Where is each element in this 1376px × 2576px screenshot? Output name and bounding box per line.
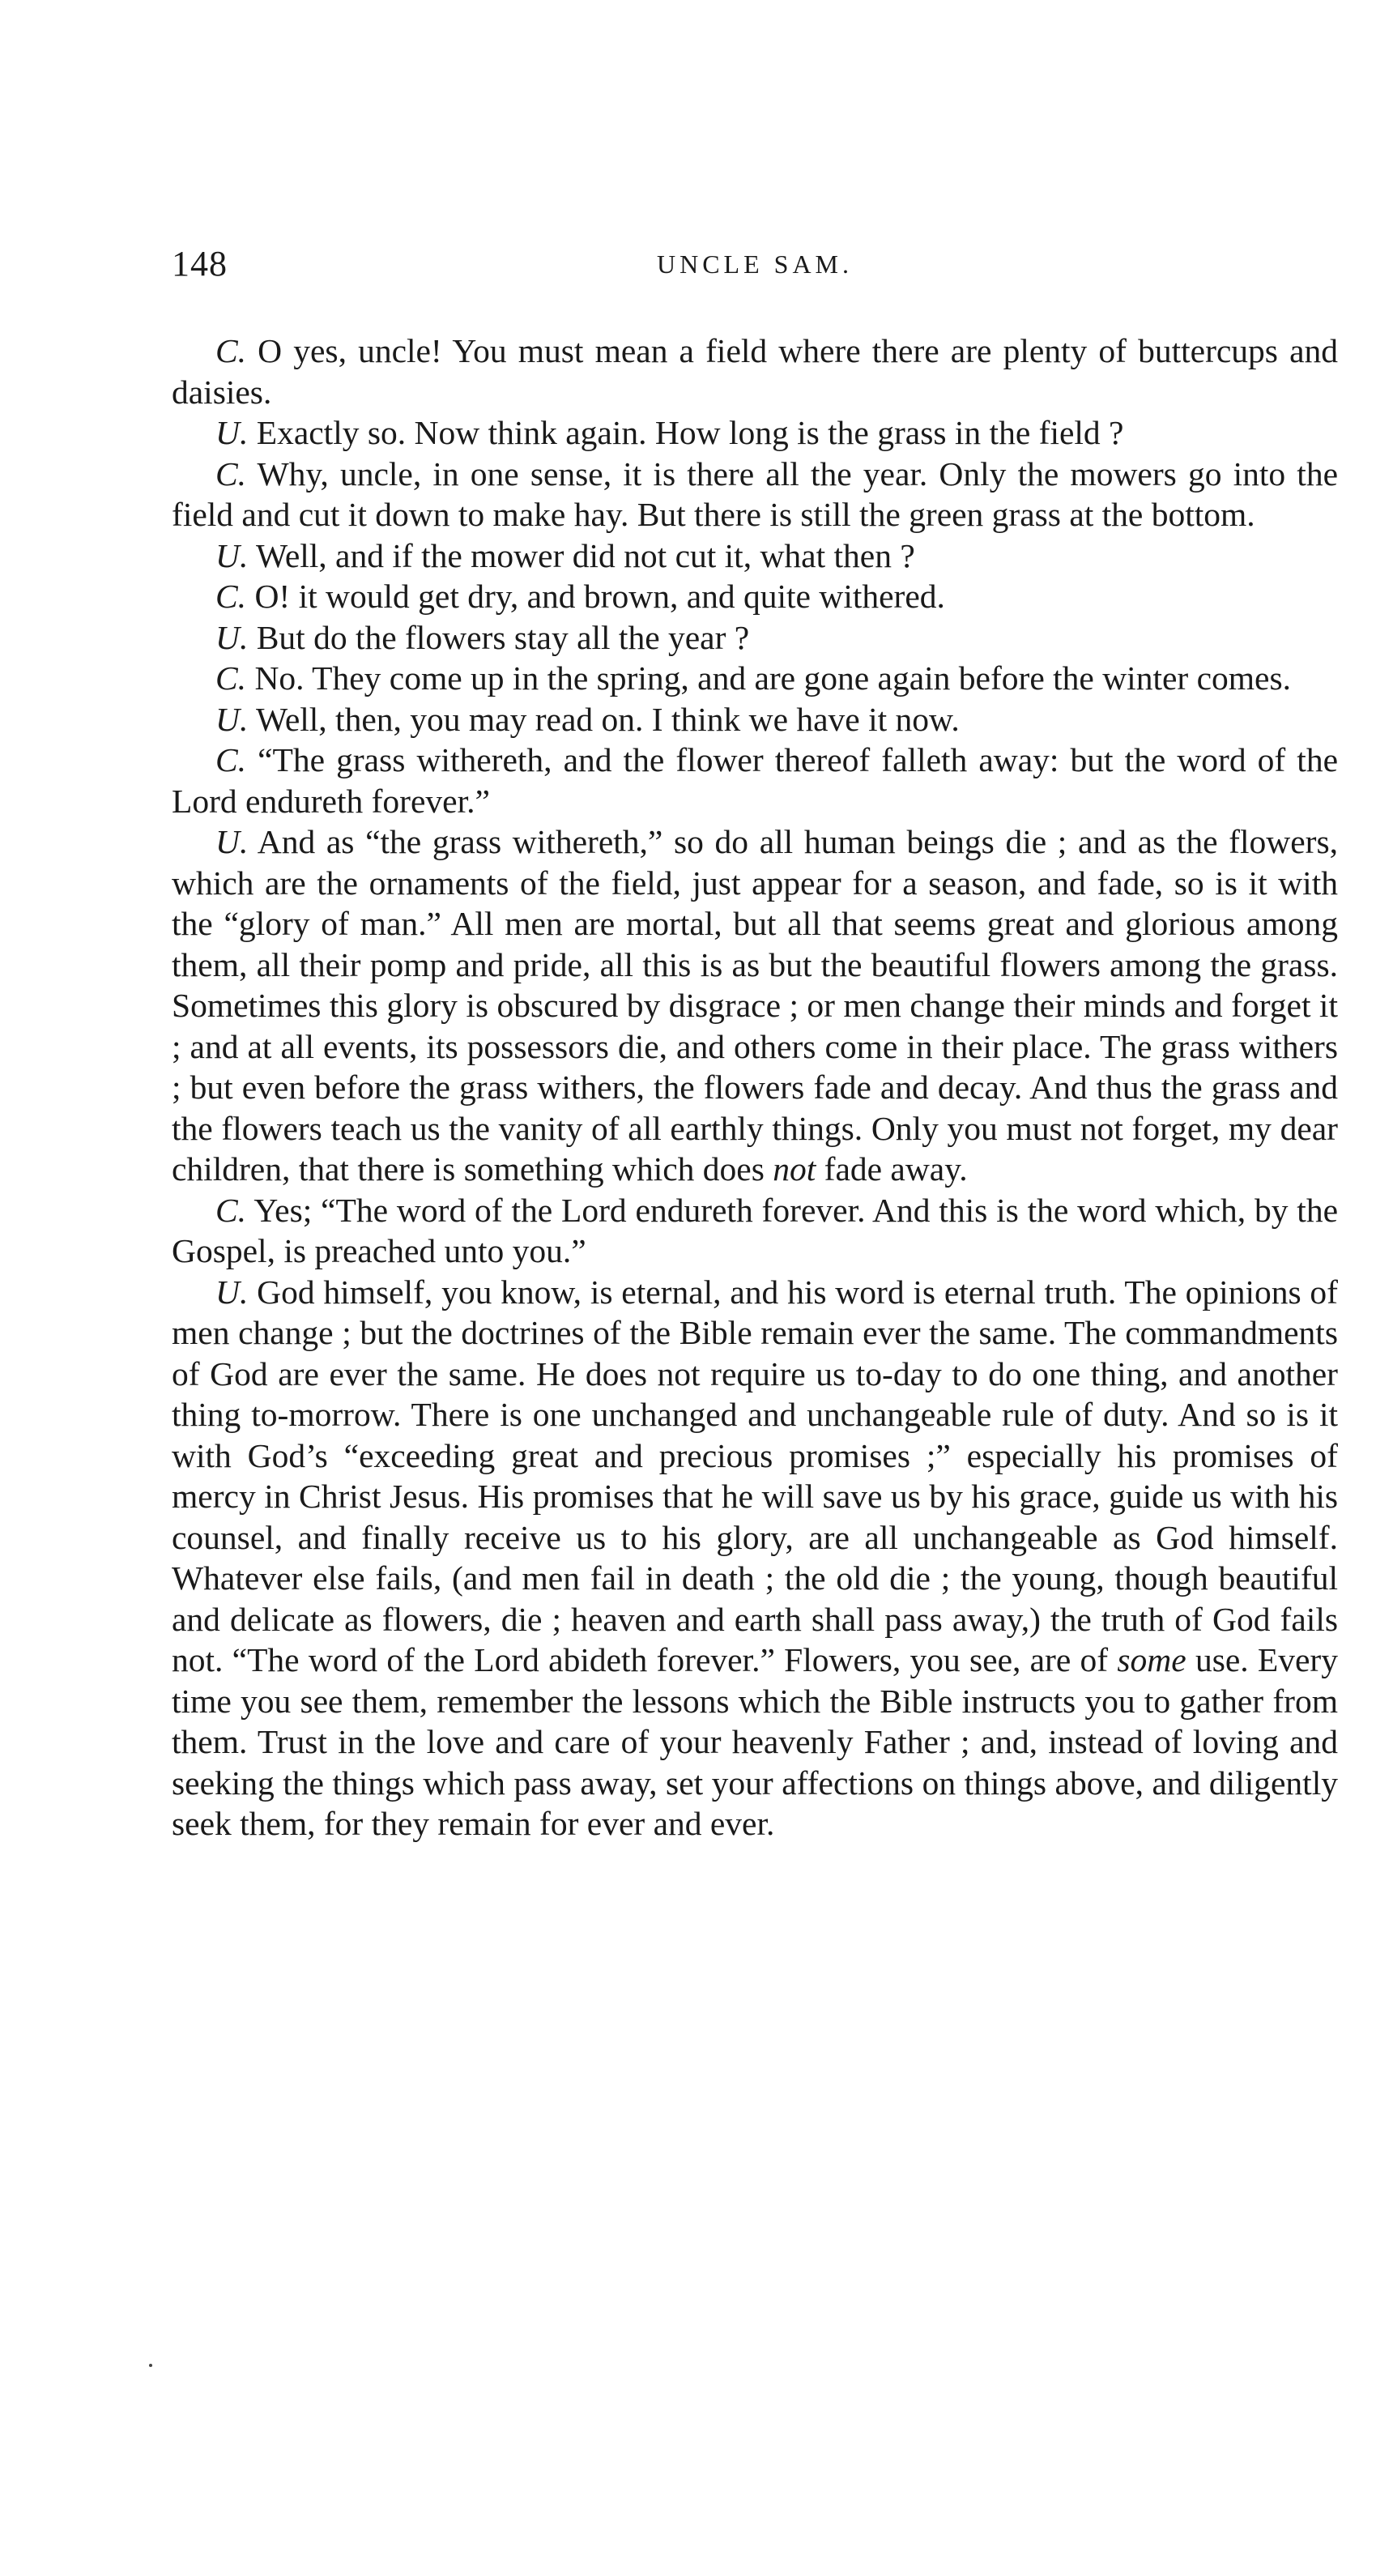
paragraph-text: Well, then, you may read on. I think we have it now. [248,700,960,738]
speaker-label: U. [215,1273,249,1311]
dialogue-paragraph [172,821,1338,1190]
paragraph-text: “The grass withereth, and the flower thereof falleth away: but the word of the Lord endureth forever.” [172,741,1338,820]
ink-speck [149,2364,152,2367]
dialogue-paragraph [172,617,1338,659]
paragraph-text: But do the flowers stay all the year ? [248,618,750,656]
page-header [172,243,1338,292]
speaker-label: C. [215,332,247,369]
dialogue-paragraph [172,331,1338,412]
dialogue-paragraph [172,576,1338,617]
dialogue-paragraph [172,535,1338,577]
dialogue-paragraph [172,699,1338,740]
dialogue-paragraph [172,412,1338,454]
speaker-label: C. [215,1191,247,1229]
paragraph-text: O yes, uncle! You must mean a field where there are plenty of buttercups and daisies. [172,332,1338,411]
paragraph-text: fade away. [816,1150,968,1188]
paragraph-text: Yes; “The word of the Lord endureth forever. And this is the word which, by the Gospel, is preached unto you.” [172,1191,1338,1269]
paragraph-text: use. Every time you see them, remember the lessons which the Bible instructs you to gather from them. Trust in the love and care of your heavenly Father ; and, instead of loving and seeking the things which pass away, set your affections on things above, and diligently seek them, for they remain for ever and ever. [172,1641,1338,1842]
running-head: UNCLE SAM. [656,249,853,279]
paragraph-text: No. They come up in the spring, and are gone again before the winter comes. [246,659,1291,697]
paragraph-text: O! it would get dry, and brown, and quite withered. [246,578,945,615]
dialogue-paragraph [172,740,1338,821]
speaker-label: C. [215,454,247,493]
page-number: 148 [172,244,228,284]
paragraph-text: God himself, you know, is eternal, and his word is eternal truth. The opinions of men change ; but the doctrines of the Bible remain ever the same. The commandments of God are ever the same. He does not require us to-day to do one thing, and another thing to-morrow. There is one unchanged and unchangeable rule of duty. And so is it with God’s “exceeding great and precious promises ;” especially his promises of mercy in Christ Jesus. His promises that he will save us by his grace, guide us with his counsel, and finally receive us to his glory, are all unchangeable as God himself. Whatever else fails, (and men fail in death ; the old die ; the young, though beautiful and delicate as flowers, die ; heaven and earth shall pass away,) the truth of God fails not. “The word of the Lord abideth forever.” Flowers, you see, are of [172,1273,1338,1678]
speaker-label: U. [215,823,249,860]
dialogue-paragraph [172,658,1338,699]
paragraph-text: And as “the grass withereth,” so do all human beings die ; and as the flowers, which are the ornaments of the field, just appear for a season, and fade, so is it with the “glory of man.” All men are mortal, but all that seems great and glorious among them, all their pomp and pride, all this is as but the beautiful flowers among the grass. Sometimes this glory is obscured by disgrace ; or men change their minds and forget it ; and at all events, its possessors die, and others come in their place. The grass withers ; but even before the grass withers, the flowers fade and decay. And thus the grass and the flowers teach us the vanity of all earthly things. Only you must not forget, my dear children, that there is something which does [172,823,1338,1188]
dialogue-paragraph [172,1272,1338,1845]
speaker-label: C. [215,659,247,697]
speaker-label: C. [215,578,247,615]
body-text [172,331,1338,1845]
emphasized-word: some [1117,1641,1186,1678]
dialogue-paragraph [172,1190,1338,1272]
speaker-label: U. [215,618,249,656]
speaker-label: U. [215,700,249,738]
dialogue-paragraph [172,454,1338,535]
speaker-label: C. [215,741,247,778]
paragraph-text: Exactly so. Now think again. How long is the grass in the field ? [248,414,1124,451]
speaker-label: U. [215,536,249,574]
paragraph-text: Why, uncle, in one sense, it is there all the year. Only the mowers go into the field and cut it down to make hay. But there is still the green grass at the bottom. [172,454,1338,533]
paragraph-text: Well, and if the mower did not cut it, what then ? [248,536,915,574]
emphasized-word: not [773,1150,816,1188]
speaker-label: U. [215,414,249,451]
